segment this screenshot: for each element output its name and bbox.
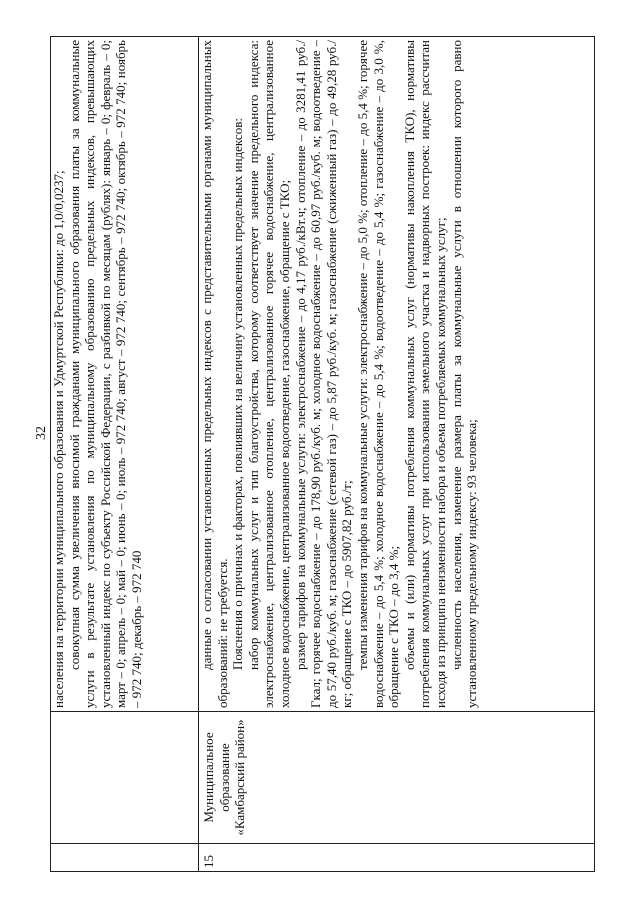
paragraph: населения на территории муниципального образования и Удмуртской Республики: до 1,0/0,0237; — [51, 170, 66, 708]
rotated-document-page — [50, 36, 596, 872]
paragraph: темпы изменения тарифов на коммунальные услуги: электроснабжение – до 5,0 %; отопление – до 5,4 %; горячее водоснабжение – до 5,4 %; холодное водоснабжение – до 5,4 %; водоотведение – до 5,4 %; газоснабжение – до 3,0 %, обращение с ТКО – до 3,4 %; — [354, 40, 402, 708]
paragraph: размер тарифов на коммунальные услуги: электроснабжение – до 4,17 руб./кВт.ч; отопление – до 3281,41 руб./Гкал; горячее водоснабжение – до 178,90 руб./куб. м; холодное водоснабжение – до 60,97 руб./куб. м; водоотведение – до 57,40 руб./куб. м; газоснабжение (сетевой газ) – до 5,87 руб./куб. м; газоснабжение (сжиженный газ) – до 49,28 руб./кг; обращение с ТКО – до 5907,82 руб./т; — [292, 40, 355, 708]
paragraph: численность населения, изменение размера платы за коммунальные услуги в отношении которого равно установленному предельному индексу: 93 человека; — [448, 40, 480, 708]
row-number: 15 — [199, 844, 595, 872]
table-row — [199, 37, 595, 872]
paragraph: данные о согласовании установленных предельных индексов с представительными органами муниципальных образований: не требуется. — [199, 40, 230, 708]
paragraph: совокупная сумма увеличения вносимой гражданами муниципального образования платы за коммунальные услуги в результате установления по муниципальному образованию предельных индексов, превышающих установленный индекс по субъекту Российской Федерации, с разбивкой по месяцам (рублях): январь – 0; февраль – 0; март – 0; апрель – 0; май – 0; июнь – 0; июль – 972 740; август – 972 740; сентябрь – 972 740; октябрь – 972 740; ноябрь – 972 740; декабрь – 972 740 — [66, 40, 144, 708]
row-15-text — [199, 37, 595, 712]
paragraph: объемы и (или) нормативы потребления коммунальных услуг (нормативы накопления ТКО), нормативы потребления коммунальных услуг при использовании земельного участка и надворных построек: индекс рассчитан исходя из принципа неизменности набора и объема потребляемых коммунальных услуг; — [401, 40, 448, 708]
paragraph: Пояснения о причинах и факторах, повлиявших на величину установленных предельных индексов: — [230, 118, 246, 670]
municipality-name: Муниципальное образование «Камбарский район» — [199, 712, 595, 844]
prev-row-text — [51, 37, 199, 712]
page-number: 32 — [34, 426, 49, 440]
paragraph: набор коммунальных услуг и тип благоустройства, которому соответствует значение предельного индекса: электроснабжение, централизованное отопление, централизованное горячее водоснабжение, централизованное холодное водоснабжение, централизованное водоотведение, газоснабжение, обращение с ТКО; — [245, 40, 292, 708]
table-row — [51, 37, 199, 872]
indices-table — [50, 36, 595, 872]
